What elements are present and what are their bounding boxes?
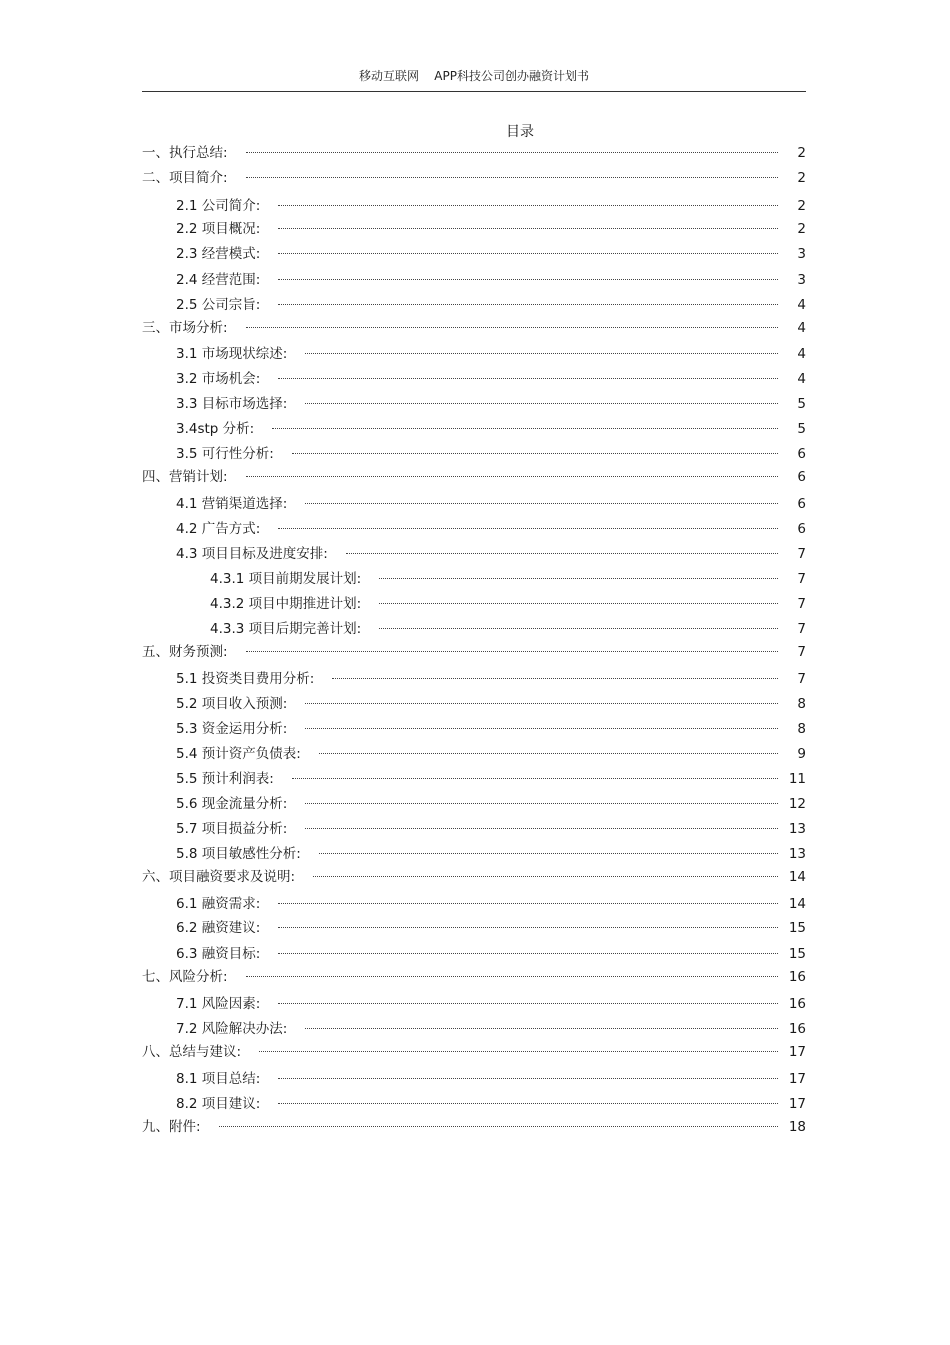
toc-page-number: 2: [797, 221, 806, 237]
toc-page-number: 2: [797, 145, 806, 161]
toc-leader-dots: [292, 453, 778, 454]
toc-leader-dots: [246, 976, 778, 977]
toc-entry-label: 六、项目融资要求及说明:: [142, 869, 296, 885]
toc-entry-label: 3.2 市场机会:: [176, 371, 261, 387]
toc-page-number: 3: [797, 246, 806, 262]
toc-entry-label: 五、财务预测:: [142, 644, 228, 660]
toc-page-number: 16: [788, 969, 806, 985]
toc-entry[interactable]: [142, 967, 806, 987]
toc-entry[interactable]: [176, 918, 806, 938]
toc-entry-label: 2.5 公司宗旨:: [176, 297, 261, 313]
toc-leader-dots: [305, 803, 778, 804]
toc-entry[interactable]: [176, 994, 806, 1014]
toc-entry[interactable]: [210, 569, 806, 589]
toc-entry-label: 七、风险分析:: [142, 969, 228, 985]
toc-entry[interactable]: [142, 168, 806, 188]
toc-page-number: 14: [788, 869, 806, 885]
toc-entry[interactable]: [176, 244, 806, 264]
toc-leader-dots: [319, 853, 778, 854]
toc-leader-dots: [278, 378, 778, 379]
toc-page-number: 2: [797, 170, 806, 186]
toc-leader-dots: [332, 678, 778, 679]
toc-page-number: 2: [797, 198, 806, 214]
toc-page-number: 5: [797, 396, 806, 412]
toc-page-number: 17: [788, 1071, 806, 1087]
toc-entry-label: 4.3.1 项目前期发展计划:: [210, 571, 362, 587]
toc-leader-dots: [319, 753, 778, 754]
toc-page-number: 7: [797, 571, 806, 587]
toc-entry[interactable]: [176, 819, 806, 839]
toc-entry-label: 7.2 风险解决办法:: [176, 1021, 288, 1037]
toc-entry-label: 3.5 可行性分析:: [176, 446, 274, 462]
toc-entry[interactable]: [176, 295, 806, 315]
toc-leader-dots: [278, 927, 778, 928]
toc-entry[interactable]: [176, 1069, 806, 1089]
toc-entry[interactable]: [176, 419, 806, 439]
toc-entry[interactable]: [176, 694, 806, 714]
toc-entry-label: 3.3 目标市场选择:: [176, 396, 288, 412]
toc-entry[interactable]: [176, 394, 806, 414]
toc-entry[interactable]: [176, 369, 806, 389]
toc-leader-dots: [219, 1126, 778, 1127]
toc-entry-label: 5.1 投资类目费用分析:: [176, 671, 315, 687]
toc-entry-label: 6.3 融资目标:: [176, 946, 261, 962]
toc-entry-label: 6.1 融资需求:: [176, 896, 261, 912]
toc-entry-label: 8.2 项目建议:: [176, 1096, 261, 1112]
toc-page-number: 18: [788, 1119, 806, 1135]
toc-entry-label: 2.2 项目概况:: [176, 221, 261, 237]
toc-leader-dots: [278, 253, 778, 254]
toc-page-number: 7: [797, 671, 806, 687]
toc-page-number: 4: [797, 297, 806, 313]
toc-page-number: 12: [788, 796, 806, 812]
toc-page-number: 14: [788, 896, 806, 912]
toc-leader-dots: [305, 353, 778, 354]
toc-entry[interactable]: [176, 196, 806, 216]
toc-entry-label: 八、总结与建议:: [142, 1044, 242, 1060]
toc-page-number: 6: [797, 521, 806, 537]
toc-page-number: 13: [788, 846, 806, 862]
toc-leader-dots: [379, 603, 778, 604]
toc-entry[interactable]: [176, 344, 806, 364]
toc-page-number: 8: [797, 696, 806, 712]
toc-entry-label: 7.1 风险因素:: [176, 996, 261, 1012]
toc-leader-dots: [246, 152, 778, 153]
toc-entry[interactable]: [176, 744, 806, 764]
toc-entry[interactable]: [176, 944, 806, 964]
toc-entry[interactable]: [142, 642, 806, 662]
toc-entry-label: 4.3.2 项目中期推进计划:: [210, 596, 362, 612]
toc-entry[interactable]: [210, 594, 806, 614]
toc-entry-label: 5.7 项目损益分析:: [176, 821, 288, 837]
toc-entry-label: 一、执行总结:: [142, 145, 228, 161]
toc-leader-dots: [259, 1051, 778, 1052]
toc-leader-dots: [272, 428, 778, 429]
toc-leader-dots: [278, 953, 778, 954]
toc-page-number: 7: [797, 621, 806, 637]
toc-leader-dots: [278, 304, 778, 305]
toc-entry-label: 5.8 项目敏感性分析:: [176, 846, 301, 862]
toc-page-number: 8: [797, 721, 806, 737]
toc-entry[interactable]: [176, 1094, 806, 1114]
toc-entry[interactable]: [176, 270, 806, 290]
toc-page-number: 3: [797, 272, 806, 288]
toc-entry[interactable]: [176, 519, 806, 539]
toc-leader-dots: [305, 503, 778, 504]
toc-entry-label: 5.5 预计利润表:: [176, 771, 274, 787]
toc-entry-label: 6.2 融资建议:: [176, 920, 261, 936]
toc-entry[interactable]: [142, 1117, 806, 1137]
toc-leader-dots: [292, 778, 778, 779]
toc-title: 目录: [506, 124, 534, 140]
toc-leader-dots: [246, 651, 778, 652]
toc-entry-label: 4.1 营销渠道选择:: [176, 496, 288, 512]
toc-leader-dots: [278, 228, 778, 229]
toc-entry[interactable]: [176, 494, 806, 514]
toc-entry-label: 二、项目简介:: [142, 170, 228, 186]
toc-entry-label: 2.1 公司简介:: [176, 198, 261, 214]
toc-entry[interactable]: [142, 1042, 806, 1062]
toc-page-number: 15: [788, 946, 806, 962]
toc-leader-dots: [305, 1028, 778, 1029]
toc-leader-dots: [278, 205, 778, 206]
toc-page-number: 13: [788, 821, 806, 837]
toc-leader-dots: [379, 578, 778, 579]
toc-entry-label: 3.4stp 分析:: [176, 421, 255, 437]
toc-entry-label: 2.3 经营模式:: [176, 246, 261, 262]
toc-leader-dots: [278, 528, 778, 529]
toc-entry-label: 九、附件:: [142, 1119, 201, 1135]
toc-entry[interactable]: [176, 894, 806, 914]
toc-page-number: 4: [797, 320, 806, 336]
toc-entry-label: 4.2 广告方式:: [176, 521, 261, 537]
toc-leader-dots: [246, 476, 778, 477]
toc-entry-label: 5.4 预计资产负债表:: [176, 746, 301, 762]
toc-leader-dots: [246, 177, 778, 178]
toc-leader-dots: [313, 876, 778, 877]
toc-entry[interactable]: [142, 867, 806, 887]
running-header: 移动互联网 APP科技公司创办融资计划书: [359, 69, 589, 83]
toc-page-number: 9: [797, 746, 806, 762]
toc-leader-dots: [379, 628, 778, 629]
toc-entry[interactable]: [142, 318, 806, 338]
toc-leader-dots: [278, 1003, 778, 1004]
toc-page-number: 15: [788, 920, 806, 936]
toc-entry-label: 4.3.3 项目后期完善计划:: [210, 621, 362, 637]
toc-entry[interactable]: [176, 444, 806, 464]
toc-leader-dots: [278, 903, 778, 904]
toc-leader-dots: [278, 1103, 778, 1104]
toc-leader-dots: [246, 327, 778, 328]
toc-page-number: 17: [788, 1044, 806, 1060]
toc-entry-label: 8.1 项目总结:: [176, 1071, 261, 1087]
toc-entry-label: 3.1 市场现状综述:: [176, 346, 288, 362]
toc-page-number: 6: [797, 496, 806, 512]
toc-entry-label: 三、市场分析:: [142, 320, 228, 336]
toc-leader-dots: [305, 703, 778, 704]
toc-page-number: 6: [797, 446, 806, 462]
toc-entry-label: 5.6 现金流量分析:: [176, 796, 288, 812]
toc-entry[interactable]: [176, 844, 806, 864]
toc-entry-label: 5.3 资金运用分析:: [176, 721, 288, 737]
toc-leader-dots: [278, 1078, 778, 1079]
toc-leader-dots: [346, 553, 778, 554]
toc-leader-dots: [305, 828, 778, 829]
toc-page-number: 16: [788, 996, 806, 1012]
toc-entry[interactable]: [210, 619, 806, 639]
toc-entry[interactable]: [176, 719, 806, 739]
toc-entry-label: 四、营销计划:: [142, 469, 228, 485]
toc-entry[interactable]: [176, 1019, 806, 1039]
toc-leader-dots: [305, 728, 778, 729]
toc-entry-label: 2.4 经营范围:: [176, 272, 261, 288]
toc-page-number: 11: [788, 771, 806, 787]
toc-entry-label: 5.2 项目收入预测:: [176, 696, 288, 712]
toc-page-number: 7: [797, 596, 806, 612]
toc-leader-dots: [305, 403, 778, 404]
toc-entry[interactable]: [176, 669, 806, 689]
toc-page-number: 7: [797, 546, 806, 562]
toc-page-number: 16: [788, 1021, 806, 1037]
toc-entry[interactable]: [176, 769, 806, 789]
toc-entry-label: 4.3 项目目标及进度安排:: [176, 546, 328, 562]
toc-entry[interactable]: [142, 143, 806, 163]
toc-entry[interactable]: [142, 467, 806, 487]
toc-leader-dots: [278, 279, 778, 280]
toc-page-number: 5: [797, 421, 806, 437]
toc-page-number: 4: [797, 346, 806, 362]
toc-entry[interactable]: [176, 219, 806, 239]
toc-page-number: 7: [797, 644, 806, 660]
toc-page-number: 4: [797, 371, 806, 387]
toc-entry[interactable]: [176, 544, 806, 564]
toc-page-number: 17: [788, 1096, 806, 1112]
toc-page-number: 6: [797, 469, 806, 485]
header-rule: [142, 91, 806, 92]
toc-entry[interactable]: [176, 794, 806, 814]
